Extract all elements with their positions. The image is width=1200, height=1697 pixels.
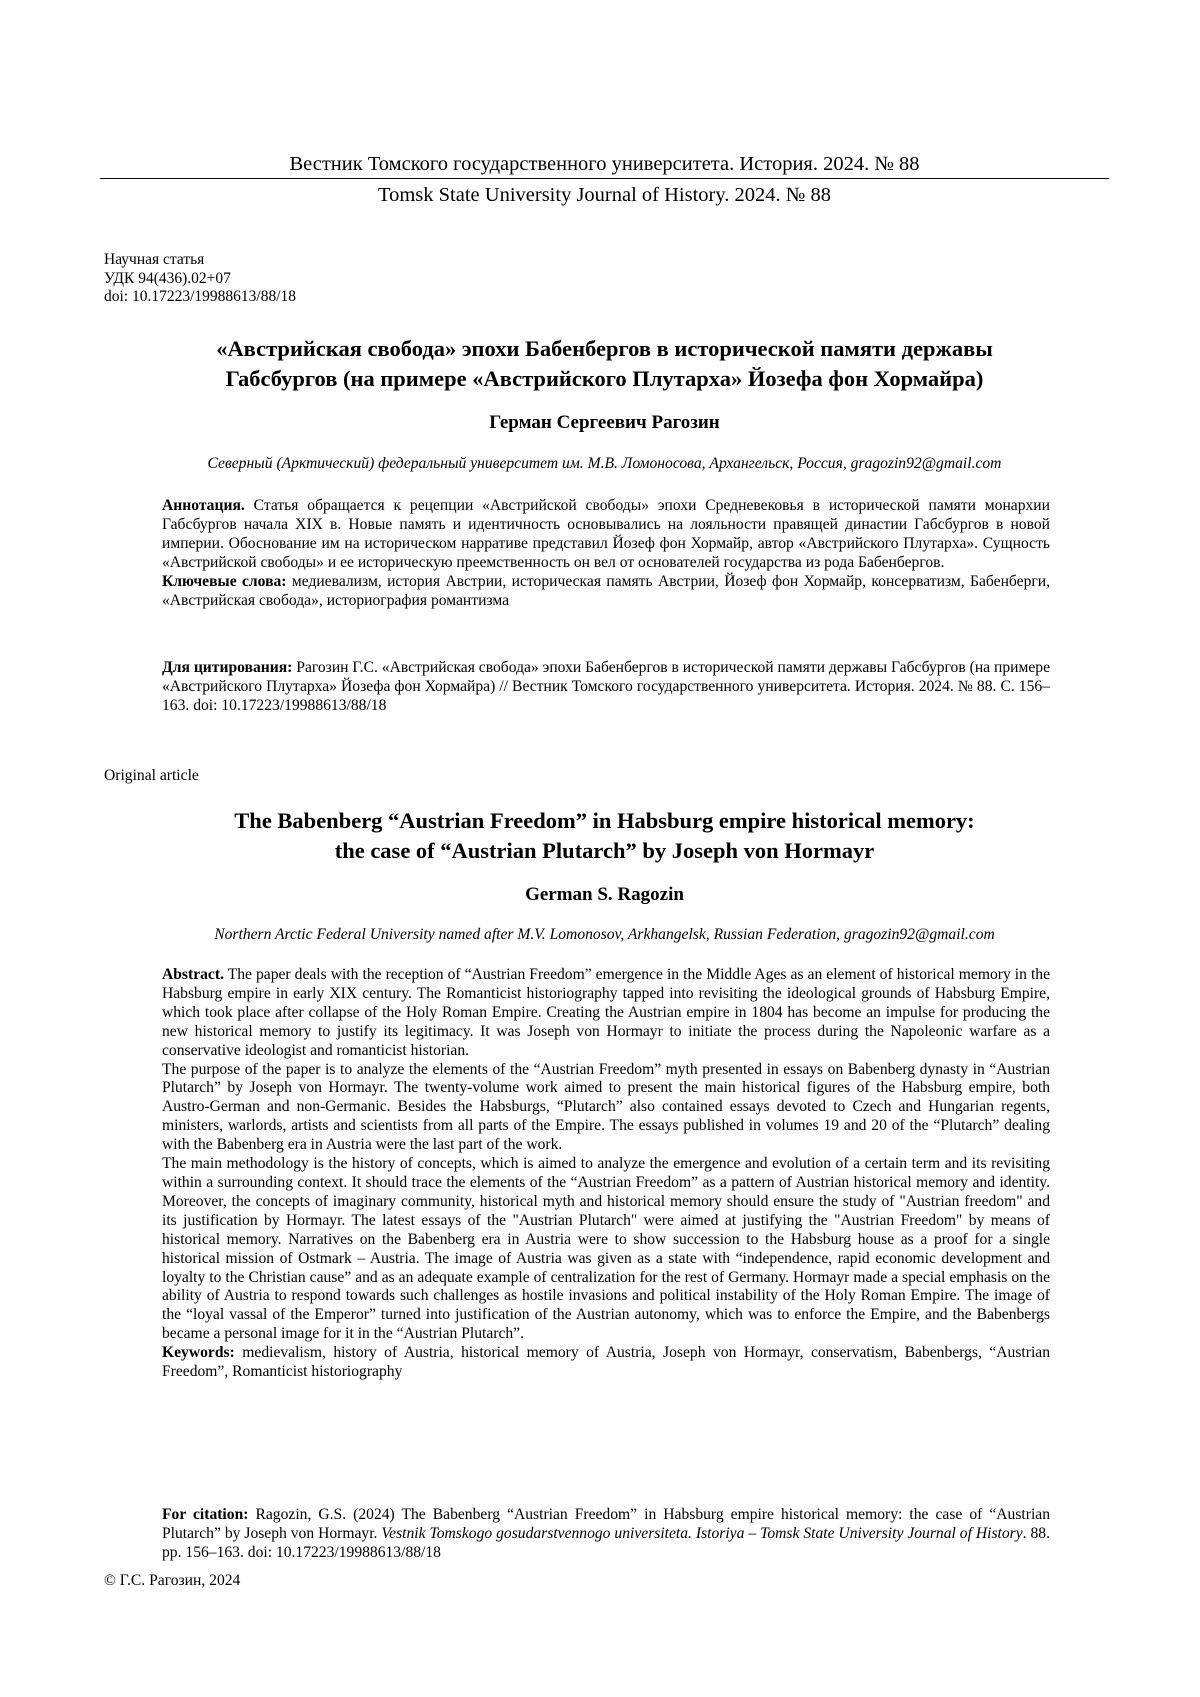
keywords-ru-text: медиевализм, история Австрии, историческая память Австрии, Йозеф фон Хормайр, консерватизм, Бабенберги, «Австрийская свобода», историография романтизма [162, 572, 1051, 609]
citation-en-text-b: . 88. pp. 156–163. doi: 10.17223/19988613/88/18 [162, 1524, 1050, 1561]
abstract-en-p2: The purpose of the paper is to analyze the elements of the “Austrian Freedom” myth presented in essays on Babenberg dynasty in “Austrian Plutarch” by Joseph von Hormayr. The twenty-volume work aimed to present the main historical figures of the Habsburg empire, both Austro-German and non-Germanic. Besides the Habsburgs, “Plutarch” also contained essays devoted to Czech and Hungarian regents, ministers, warlords, artists and scientists from all parts of the Empire. The essays published in volumes 19 and 20 of the “Plutarch” dealing with the Babenberg era in Austria were the last part of the work. [162, 1060, 1050, 1154]
journal-title-en: Tomsk State University Journal of History. 2024. № 88 [378, 184, 831, 206]
article-type-ru: Научная статья [104, 251, 205, 268]
citation-en-journal: Vestnik Tomskogo gosudarstvennogo universiteta. Istoriya – Tomsk State University Journal of History [381, 1524, 1023, 1542]
abstract-en-label: Abstract. [162, 966, 224, 983]
article-type-en: Original article [104, 767, 199, 784]
title-ru-line2: Габсбургов (на примере «Австрийского Плутарха» Йозефа фон Хормайра) [225, 366, 984, 391]
article-meta [104, 251, 296, 307]
keywords-ru-label: Ключевые слова: [162, 572, 287, 590]
udc-code: УДК 94(436).02+07 [104, 269, 231, 287]
abstract-en [162, 966, 1050, 1382]
abstract-ru [162, 497, 1050, 610]
citation-ru [162, 659, 1050, 716]
doi: doi: 10.17223/19988613/88/18 [104, 288, 297, 305]
citation-ru-label: Для цитирования: [162, 659, 293, 676]
keywords-en-text: medievalism, history of Austria, historical memory of Austria, Joseph von Hormayr, conservatism, Babenbergs, “Austrian Freedom”, Romanticist historiography [162, 1344, 1051, 1381]
journal-header [100, 150, 1109, 209]
keywords-en-label: Keywords: [162, 1344, 235, 1362]
author-ru: Герман Сергеевич Рагозин [489, 412, 720, 433]
abstract-en-p1: The paper deals with the reception of “Austrian Freedom” emergence in the Middle Ages as an element of historical memory in the Habsburg empire in early XIX century. The Romanticist historiography tapped into revisiting the ideological grounds of Habsburg Empire, which took place after collapse of the Holy Roman Empire. Creating the Austrian empire in 1804 has become an impulse for producing the new historical memory to justify its legitimacy. It was Joseph von Hormayr to initiate the process during the Napoleonic warfare as a conservative ideologist and romanticist historian. [162, 966, 1050, 1059]
affiliation-en: Northern Arctic Federal University named after M.V. Lomonosov, Arkhangelsk, Russian Federation, gragozin92@gmail.com [214, 926, 995, 943]
affiliation-ru: Северный (Арктический) федеральный университет им. М.В. Ломоносова, Архангельск, Россия, gragozin92@gmail.com [207, 455, 1002, 472]
abstract-ru-text: Статья обращается к рецепции «Австрийской свободы» эпохи Средневековья в исторической памяти монархии Габсбургов начала XIX в. Новые память и идентичность основывались на лояльности правящей династии Габсбургов в новой империи. Обоснование им на историческом нарративе представил Йозеф фон Хормайр, автор «Австрийского Плутарха». Сущность «Австрийской свободы» и ее историческую преемственность он вел от основателей государства из рода Бабенбергов. [162, 497, 1050, 571]
author-en: German S. Ragozin [525, 884, 684, 905]
title-en-line1: The Babenberg “Austrian Freedom” in Habsburg empire historical memory: [234, 808, 975, 833]
journal-title-ru: Вестник Томского государственного университета. История. 2024. № 88 [289, 153, 920, 175]
article-title-en [100, 806, 1109, 866]
title-ru-line1: «Австрийская свобода» эпохи Бабенбергов в исторической памяти державы [216, 336, 993, 361]
title-en-line2: the case of “Austrian Plutarch” by Joseph von Hormayr [334, 838, 875, 863]
article-title-ru [100, 334, 1109, 394]
citation-ru-text: Рагозин Г.С. «Австрийская свобода» эпохи Бабенбергов в исторической памяти державы Габсбургов (на примере «Австрийского Плутарха» Йозефа фон Хормайра) // Вестник Томского государственного университета. История. 2024. № 88. С. 156–163. doi: 10.17223/19988613/88/18 [162, 659, 1050, 714]
citation-en [162, 1506, 1050, 1563]
citation-en-label: For citation: [162, 1506, 249, 1523]
abstract-ru-label: Аннотация. [162, 497, 245, 514]
abstract-en-p3: The main methodology is the history of concepts, which is aimed to analyze the emergence and evolution of a certain term and its revisiting within a surrounding context. It should trace the elements of the “Austrian Freedom” as a pattern of Austrian historical memory and identity. Moreover, the concepts of imaginary community, historical myth and historical memory should ensure the study of "Austrian freedom" and its justification by Hormayr. The latest essays of the "Austrian Plutarch" were aimed at justifying the "Austrian Freedom" by means of historical memory. Narratives on the Babenberg era in Austria were to show succession to the Habsburg house as a proof for a single historical mission of Ostmark – Austria. The image of Austria was given as a state with “independence, rapid economic development and loyalty to the Christian cause” and as an adequate example of centralization for the rest of Germany. Hormayr made a special emphasis on the ability of Austria to respond towards such challenges as hostile invasions and political instability of the Holy Roman Empire. The image of the “loyal vassal of the Emperor” turned into justification of the Austrian autonomy, which was to enforce the Empire, and the Babenbergs became a personal image for it in the “Austrian Plutarch”. [162, 1155, 1050, 1343]
citation-en-text-a: Ragozin, G.S. (2024) The Babenberg “Austrian Freedom” in Habsburg empire historical memory: the case of “Austrian Plutarch” by Joseph von Hormayr. [162, 1506, 1050, 1542]
header-rule [100, 178, 1109, 179]
copyright-notice: © Г.С. Рагозин, 2024 [104, 1572, 241, 1589]
